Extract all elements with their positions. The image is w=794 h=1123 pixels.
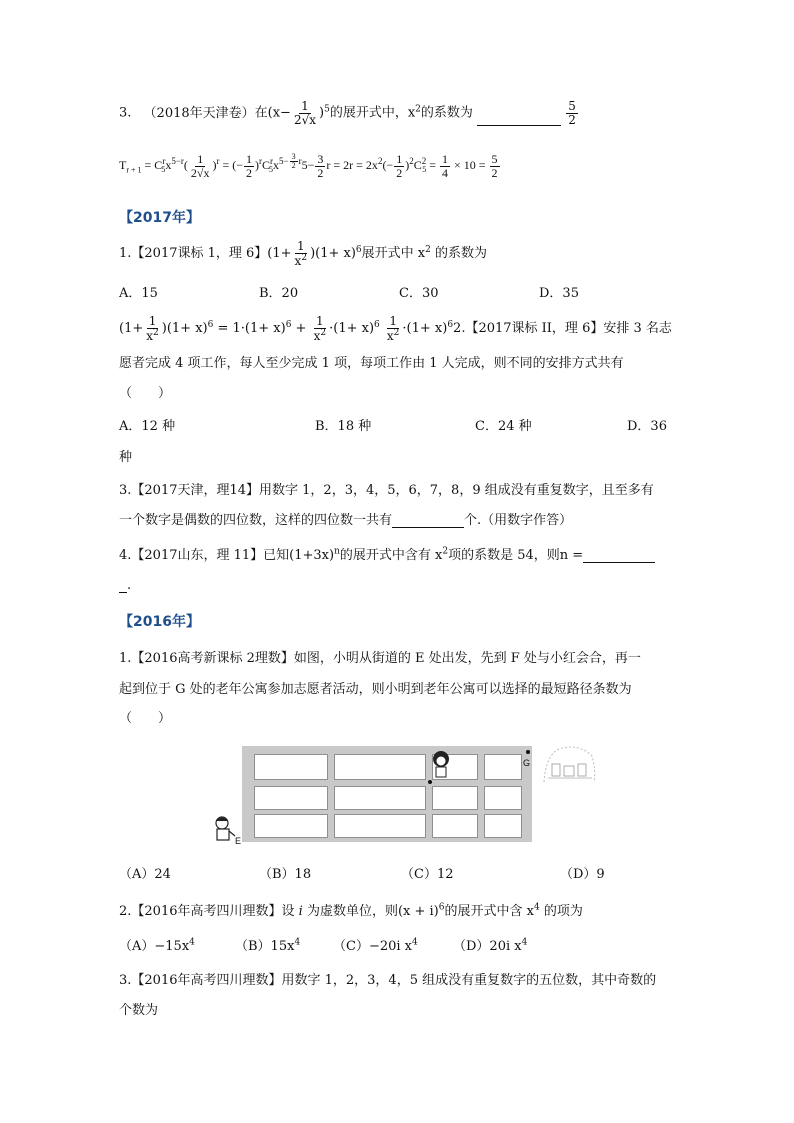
map-block [334,814,426,838]
option-c[interactable]: （C）12 [401,867,454,882]
option-d[interactable]: D．35 [539,286,579,301]
point-f-marker [428,780,432,784]
question-2017-3-line1: 3.【2017天津，理14】用数字 1，2，3，4，5，6，7，8，9 组成没有重复数字，且至多有 [119,483,654,498]
option-d-wrap: 种 [119,450,133,465]
option-c[interactable]: C．24 种 [475,419,532,434]
option-d[interactable]: （D）20i $x^4$ [453,937,528,954]
question-2017-1: 1.【2017课标 1，理 6】(1+ $\frac{1}{x^2}$ )$(1+ x)^6$展开式中 $x^2$ 的系数为 [119,239,487,268]
question-2017-2-line2: 愿者完成 4 项工作，每人至少完成 1 项，每项工作由 1 人完成，则不同的安排方式共有 [119,356,624,371]
option-a[interactable]: A．15 [119,286,158,301]
question-2016-1-line2: 起到位于 G 处的老年公寓参加志愿者活动，则小明到老年公寓可以选择的最短路径条数为 [119,682,632,697]
question-2017-3-line2: 一个数字是偶数的四位数，这样的四位数一共有 个.（用数字作答） [119,513,573,528]
question-source: （2018年天津卷） [143,105,255,121]
map-block [254,754,328,780]
option-b[interactable]: （B）18 [259,867,312,882]
option-d[interactable]: D．36 [627,419,667,434]
map-block [334,754,426,780]
street-grid-map [242,746,532,842]
question-2017-4-cont: . [119,578,131,593]
question-number: 3. [119,105,132,121]
option-d[interactable]: （D）9 [560,867,605,882]
map-block [254,786,328,810]
map-block [484,754,522,780]
question-2016-1-paren: （ ） [119,711,172,726]
map-block [484,786,522,810]
question-2017-4: 4.【2017山东，理 11】已知$(1+3x)^n$的展开式中含有 $x^2$项的系数是 54，则n = [119,544,655,563]
girl-figure-icon [430,750,452,780]
answer-blank[interactable] [392,527,464,528]
map-block [484,814,522,838]
point-g-marker [526,750,530,754]
label-e: E [235,836,242,846]
option-a[interactable]: $(A)-15x^4$ [119,937,195,954]
option-b[interactable]: B．18 种 [315,419,372,434]
map-block [254,814,328,838]
section-heading-2016: 【2016年】 [119,614,200,630]
option-b[interactable]: B．20 [259,286,299,301]
option-a[interactable]: A．12 种 [119,419,176,434]
question-2016-3-line2: 个数为 [119,1003,159,1018]
option-c[interactable]: C．30 [399,286,439,301]
map-block [432,814,478,838]
question-2017-2-paren: （ ） [119,386,172,401]
answer-fraction: $\frac{5}{2}$ [568,99,576,127]
map-block [334,786,426,810]
option-c[interactable]: （C）−20i $x^4$ [333,937,418,954]
solution-2018: $T_{r + 1} = C^r_5x^{5-r}$( $\frac{1}{2√x}$ )$^r$ = (− $\frac{1}{2}$ )$^rC^r_5x^{5- \frac{3}{2} r}5-$ $\frac{3}{2}$ $r = 2r = 2x^2(-$ $\frac{1}{2}$ )$^2C^2_5$ = $\frac{1}{4}$ × 10 = $\frac{5}{2}$ [119,152,498,180]
question-2017-2-head: 2.【2017课标 II，理 6】安排 3 名志 [453,321,672,337]
senior-home-icon [540,742,598,784]
option-b[interactable]: $(B)15x^4$ [235,937,301,954]
question-2016-3-line1: 3.【2016年高考四川理数】用数字 1，2，3，4，5 组成没有重复数字的五位数，其中奇数的 [119,973,657,988]
question-2016-1-line1: 1.【2016高考新课标 2理数】如图，小明从街道的 E 处出发，先到 F 处与小红会合，再一 [119,651,641,666]
label-g: G [523,758,531,768]
fraction: $\frac{1}{2√x}$ [293,99,316,127]
question-2018-3: 3. （2018年天津卷）在(x− $\frac{1}{2√x}$ )$^5$的展开式中，$x^2$的系数为 $\frac{5}{2}$ [119,99,576,127]
question-2016-2: 2.【2016年高考四川理数】设 i 为虚数单位，则$(x + i)^6$的展开式中含 $x^4$ 的项为 [119,902,583,919]
map-block [432,786,478,810]
answer-blank[interactable] [583,562,655,563]
section-heading-2017: 【2017年】 [119,210,200,226]
question-text: 在(x− [254,105,291,121]
answer-blank[interactable] [477,125,561,126]
solution-2017-1: (1+ $\frac{1}{x^2}$ )$(1+ x)^6 = 1\cdot(1+ x)^6$ + $\frac{1}{x^2}$ $\cdot(1+ x)^6$ $\frac{1}{x^2}$ $\cdot(1+ x)^62$.【2017课标 II，理 6】安排 3 名志 [119,314,672,343]
option-a[interactable]: （A）24 [119,867,171,882]
